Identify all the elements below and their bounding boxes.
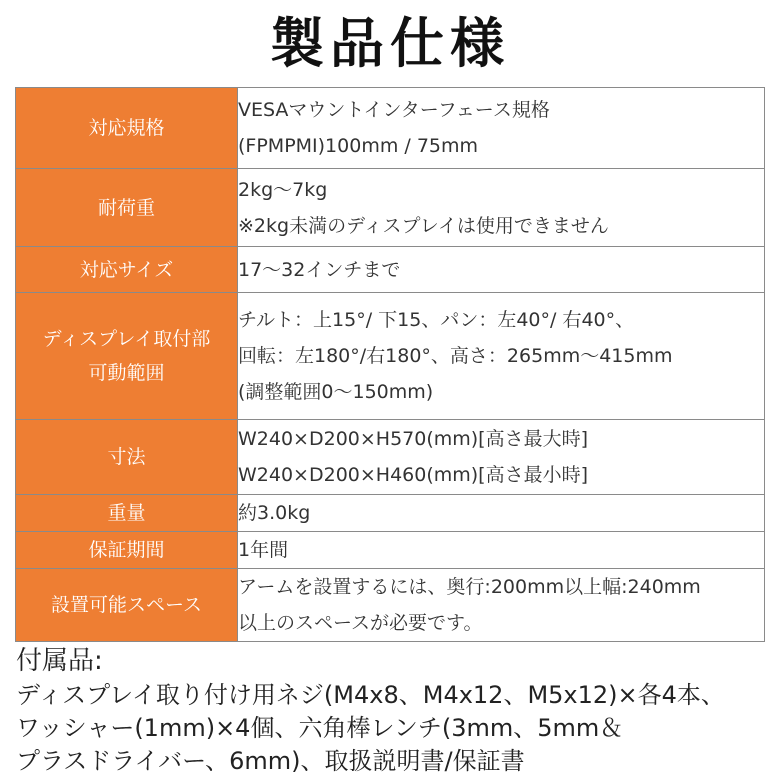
spec-label (16, 88, 238, 169)
spec-label (16, 569, 238, 642)
spec-label (16, 420, 238, 495)
spec-label-line: 寸法 (107, 446, 146, 468)
spec-row (16, 293, 765, 420)
spec-value (238, 569, 765, 642)
spec-row (16, 495, 765, 532)
spec-value-line: W240×D200×H460(mm)[高さ最小時] (238, 464, 589, 486)
spec-value-line: (調整範囲0～150mm) (238, 381, 434, 403)
accessories-line: プラスドライバー、6mm)、取扱説明書/保証書 (16, 747, 525, 775)
spec-label-line: ディスプレイ取付部 (42, 328, 211, 350)
spec-value-line: 回転：左180°/右180°、高さ：265mm～415mm (238, 345, 673, 367)
accessories-line: ワッシャー(1mm)×4個、六角棒レンチ(3mm、5mm＆ (16, 714, 624, 742)
spec-row (16, 532, 765, 569)
spec-row (16, 569, 765, 642)
spec-label (16, 169, 238, 247)
accessories-heading: 付属品: (16, 646, 103, 676)
spec-row (16, 88, 765, 169)
spec-value-line: 以上のスペースが必要です。 (238, 612, 483, 634)
spec-label-line: 対応規格 (88, 117, 165, 139)
spec-value (238, 420, 765, 495)
spec-label-line: 耐荷重 (97, 196, 155, 219)
spec-label (16, 532, 238, 569)
spec-label-line: 重量 (107, 502, 146, 524)
spec-value (238, 88, 765, 169)
spec-label-line: 設置可能スペース (50, 594, 203, 616)
accessories-section (16, 643, 776, 778)
spec-value-line: ※2kg未満のディスプレイは使用できません (238, 214, 609, 237)
spec-value-line: アームを設置するには、奥行:200mm以上幅:240mm (238, 576, 701, 598)
spec-label-line: 保証期間 (88, 539, 165, 561)
spec-table (15, 87, 765, 642)
spec-value-line: 2kg～7kg (238, 178, 328, 201)
spec-label-line: 可動範囲 (88, 362, 165, 384)
accessories-line: ディスプレイ取り付け用ネジ(M4x8、M4x12、M5x12)×各4本、 (16, 681, 725, 709)
spec-label (16, 495, 238, 532)
spec-value-line: チルト：上15°/ 下15、パン：左40°/ 右40°、 (238, 309, 635, 331)
spec-value-line: (FPMPMI)100mm / 75mm (238, 135, 479, 157)
spec-value-line: W240×D200×H570(mm)[高さ最大時] (238, 428, 589, 450)
spec-value (238, 532, 765, 569)
spec-row (16, 420, 765, 495)
spec-row (16, 169, 765, 247)
spec-value (238, 247, 765, 293)
spec-label-line: 対応サイズ (79, 258, 174, 281)
spec-value-line: 17～32インチまで (238, 258, 401, 281)
spec-label (16, 247, 238, 293)
spec-value (238, 293, 765, 420)
spec-value-line: 約3.0kg (238, 502, 311, 524)
spec-row (16, 247, 765, 293)
spec-value-line: VESAマウントインターフェース規格 (238, 99, 550, 121)
spec-value (238, 495, 765, 532)
spec-value (238, 169, 765, 247)
page-title: 製品仕様 (270, 12, 510, 75)
spec-value-line: 1年間 (238, 539, 289, 561)
spec-label (16, 293, 238, 420)
